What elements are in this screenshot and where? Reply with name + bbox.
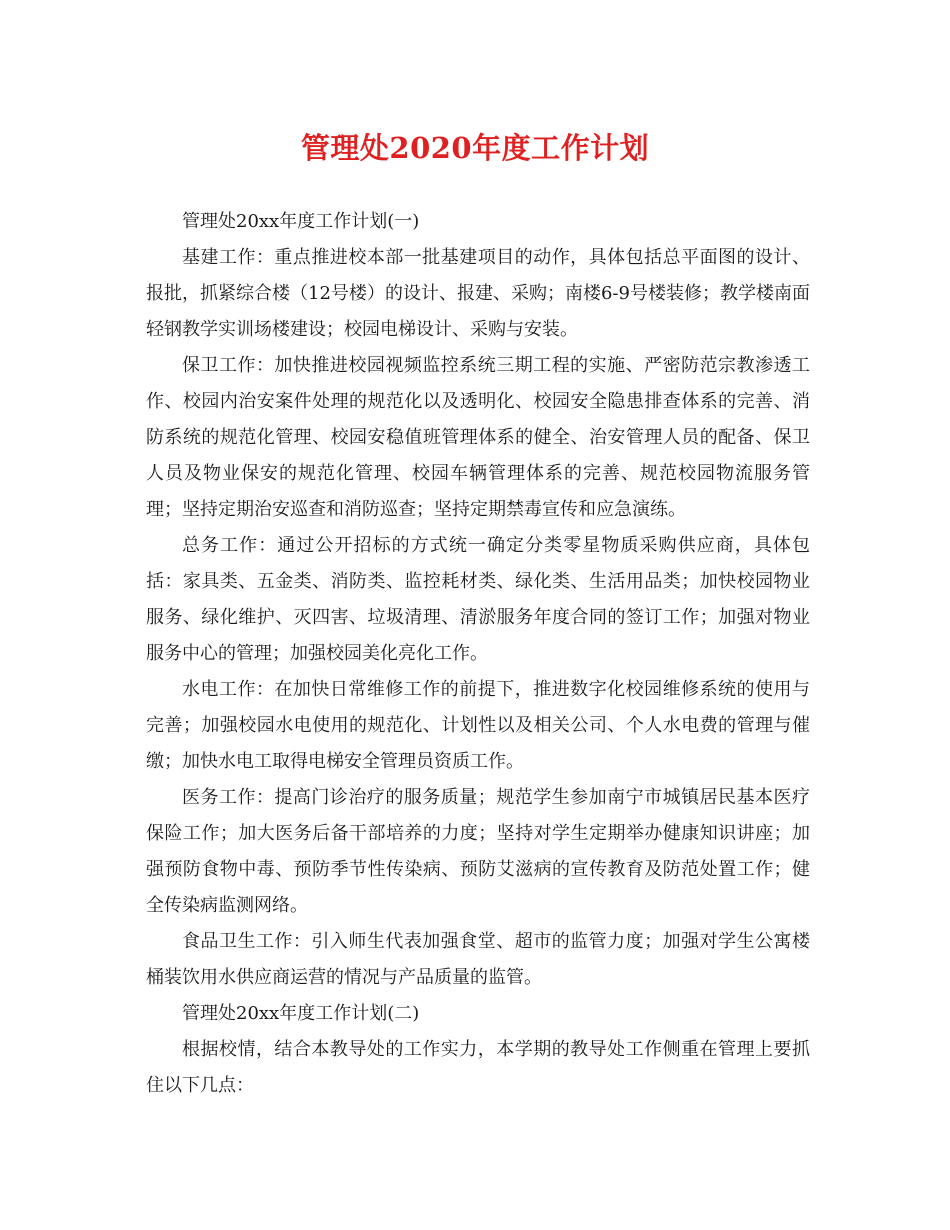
paragraph-food-hygiene: 食品卫生工作：引入师生代表加强食堂、超市的监管力度；加强对学生公寓楼桶装饮用水供应商运营的情况与产品质量的监管。 [146,931,810,988]
paragraph-general-affairs: 总务工作：通过公开招标的方式统一确定分类零星物质采购供应商，具体包括：家具类、五金类、消防类、监控耗材类、绿化类、生活用品类；加快校园物业服务、绿化维护、灭四害、垃圾清理、清淤服务年度合同的签订工作；加强对物业服务中心的管理；加强校园美化亮化工作。 [146,535,810,664]
paragraph-medical: 医务工作：提高门诊治疗的服务质量；规范学生参加南宁市城镇居民基本医疗保险工作；加大医务后备干部培养的力度；坚持对学生定期举办健康知识讲座；加强预防食物中毒、预防季节性传染病、预防艾滋病的宣传教育及防范处置工作；健全传染病监测网络。 [146,787,810,916]
paragraph-teaching-office: 根据校情，结合本教导处的工作实力，本学期的教导处工作侧重在管理上要抓住以下几点： [146,1039,810,1096]
document-body [146,204,810,1104]
paragraph-security: 保卫工作：加快推进校园视频监控系统三期工程的实施、严密防范宗教渗透工作、校园内治安案件处理的规范化以及透明化、校园安全隐患排查体系的完善、消防系统的规范化管理、校园安稳值班管理体系的健全、治安管理人员的配备、保卫人员及物业保安的规范化管理、校园车辆管理体系的完善、规范校园物流服务管理；坚持定期治安巡查和消防巡查；坚持定期禁毒宣传和应急演练。 [146,355,810,520]
paragraph-water-electricity: 水电工作：在加快日常维修工作的前提下，推进数字化校园维修系统的使用与完善；加强校园水电使用的规范化、计划性以及相关公司、个人水电费的管理与催缴；加快水电工取得电梯安全管理员资质工作。 [146,679,810,772]
section-heading-plan-1: 管理处20xx年度工作计划(一) [182,211,420,232]
paragraph-infrastructure: 基建工作：重点推进校本部一批基建项目的动作，具体包括总平面图的设计、报批，抓紧综合楼（12号楼）的设计、报建、采购；南楼6-9号楼装修；教学楼南面轻钢教学实训场楼建设；校园电梯设计、采购与安装。 [146,247,810,340]
document-title: 管理处2020年度工作计划 [300,131,650,165]
section-heading-plan-2: 管理处20xx年度工作计划(二) [182,1003,420,1024]
